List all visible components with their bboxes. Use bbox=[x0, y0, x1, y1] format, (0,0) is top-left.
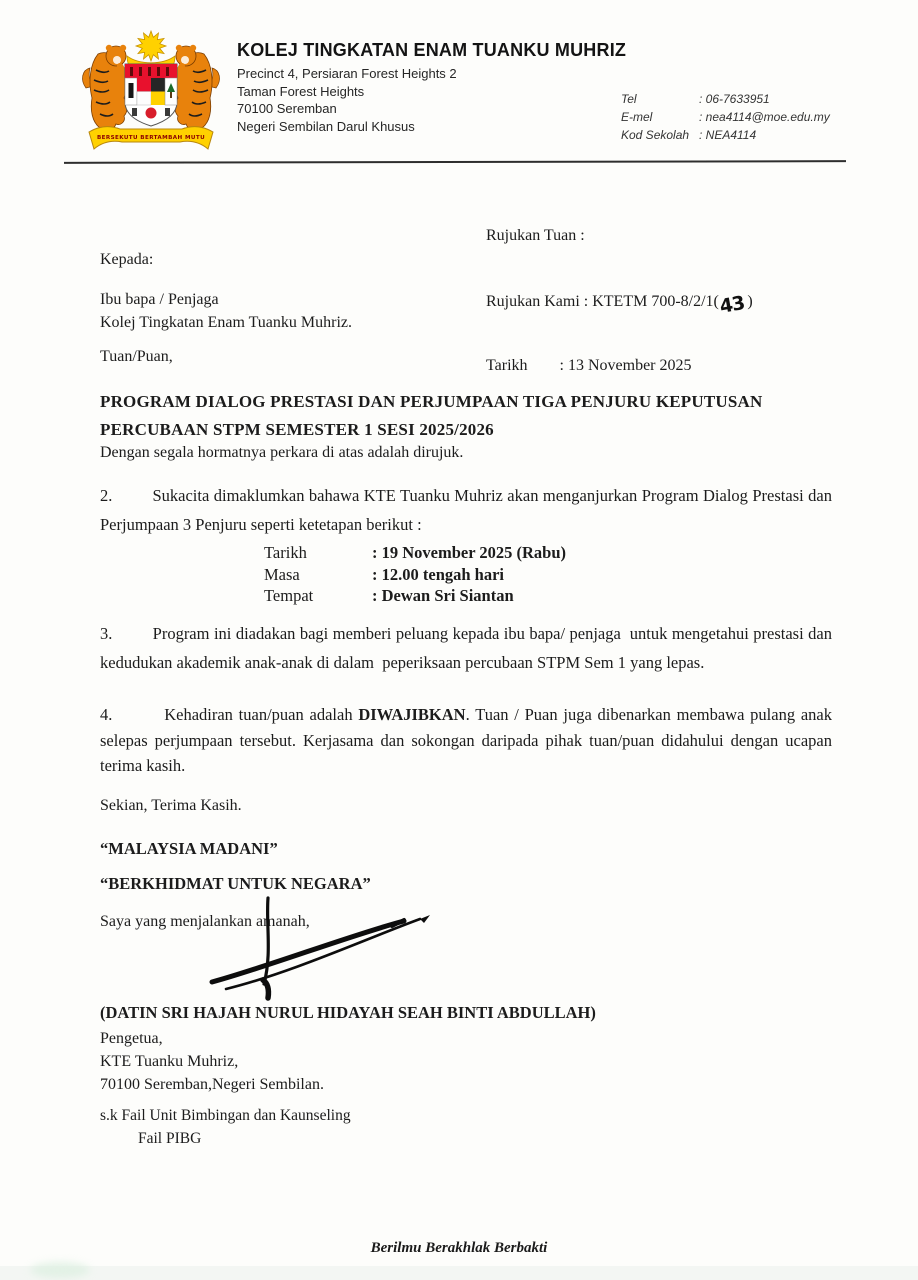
detail-value: : Dewan Sri Siantan bbox=[372, 586, 514, 605]
detail-label: Tarikh bbox=[264, 543, 307, 562]
signatory-title: Pengetua, bbox=[100, 1030, 163, 1047]
signature-icon bbox=[196, 894, 436, 1006]
rujukan-kami-text: Rujukan Kami : KTETM 700-8/2/1( bbox=[486, 292, 719, 310]
school-name: KOLEJ TINGKATAN ENAM TUANKU MUHRIZ bbox=[237, 40, 627, 60]
paragraph-4-text: . Tuan / Puan juga dibenarkan membawa pulang anak selepas perjumpaan tersebut. Kerjasama dan sokongan daripada pihak tuan/puan didahului dengan ucapan terima kasih. bbox=[100, 705, 832, 775]
paragraph-2: 2. Sukacita dimaklumkan bahawa KTE Tuanku Muhriz akan menganjurkan Program Dialog Prestasi dan Perjumpaan 3 Penjuru seperti ketetapan berikut : bbox=[100, 486, 832, 534]
rujukan-kami-line bbox=[486, 290, 753, 318]
recipient-line: Kolej Tingkatan Enam Tuanku Muhriz. bbox=[100, 313, 353, 331]
letterhead-school-block bbox=[237, 40, 626, 135]
signatory-org: KTE Tuanku Muhriz, bbox=[100, 1052, 239, 1070]
motto-banner bbox=[89, 127, 213, 149]
address-line: Precinct 4, Persiaran Forest Heights 2 bbox=[237, 66, 457, 81]
handwritten-number: 43 bbox=[717, 291, 746, 318]
recipient-line: Ibu bapa / Penjaga bbox=[100, 291, 219, 308]
detail-value: : 12.00 tengah hari bbox=[372, 564, 504, 584]
recipient-block bbox=[100, 289, 352, 334]
footer-motto: Berilmu Berakhlak Berbakti bbox=[370, 1240, 548, 1256]
scan-smudge bbox=[30, 1262, 90, 1278]
shield-icon bbox=[125, 64, 177, 126]
contact-row-email bbox=[621, 108, 830, 126]
slogan-malaysia-madani: “MALAYSIA MADANI” bbox=[100, 839, 278, 858]
contact-block bbox=[621, 90, 830, 144]
email-value: : nea4114@moe.edu.my bbox=[699, 110, 830, 124]
email-label: E-mel bbox=[621, 110, 653, 124]
meeting-details bbox=[264, 542, 566, 607]
contact-row-tel bbox=[621, 90, 830, 108]
subject-line-2: PERCUBAAN STPM SEMESTER 1 SESI 2025/2026 bbox=[100, 419, 494, 439]
cc-block bbox=[100, 1104, 351, 1150]
tiger-left-icon bbox=[83, 45, 127, 130]
letterhead-divider-rule bbox=[64, 160, 846, 164]
detail-label: Masa bbox=[264, 564, 300, 584]
school-code-value: : NEA4114 bbox=[699, 128, 757, 142]
salutation: Tuan/Puan, bbox=[100, 348, 173, 365]
subject-title bbox=[100, 388, 845, 443]
detail-row-tempat bbox=[264, 585, 566, 607]
tel-label: Tel bbox=[621, 92, 637, 106]
tel-value: : 06-7633951 bbox=[699, 92, 770, 106]
detail-label: Tempat bbox=[264, 586, 314, 605]
reference-block bbox=[486, 182, 753, 420]
subject-line-1: PROGRAM DIALOG PRESTASI DAN PERJUMPAAN TIGA PENJURU KEPUTUSAN bbox=[100, 392, 763, 411]
scan-edge-strip bbox=[0, 1266, 918, 1280]
address-line: Taman Forest Heights bbox=[237, 83, 365, 99]
signatory-name: (DATIN SRI HAJAH NURUL HIDAYAH SEAH BINTI ABDULLAH) bbox=[100, 1003, 596, 1022]
tarikh-line: Tarikh : 13 November 2025 bbox=[486, 357, 692, 374]
detail-row-masa bbox=[264, 564, 566, 586]
paragraph-4-text: 4. Kehadiran tuan/puan adalah bbox=[100, 705, 359, 724]
signatory-address: 70100 Seremban,Negeri Sembilan. bbox=[100, 1075, 324, 1093]
signature-intro: Saya yang menjalankan amanah, bbox=[100, 913, 310, 930]
school-code-label: Kod Sekolah bbox=[621, 128, 690, 142]
detail-value: : 19 November 2025 (Rabu) bbox=[372, 543, 567, 562]
cc-line-1: s.k Fail Unit Bimbingan dan Kaunseling bbox=[100, 1107, 351, 1124]
intro-paragraph: Dengan segala hormatnya perkara di atas adalah dirujuk. bbox=[100, 444, 464, 461]
kepada-label: Kepada: bbox=[100, 251, 154, 268]
sun-star-icon bbox=[136, 31, 166, 61]
paragraph-3: 3. Program ini diadakan bagi memberi peluang kepada ibu bapa/ penjaga untuk mengetahui prestasi dan kedudukan akademik anak-anak di dalam peperiksaan percubaan STPM Sem 1 yang lepas. bbox=[100, 624, 832, 672]
slogan-berkhidmat: “BERKHIDMAT UNTUK NEGARA” bbox=[100, 874, 371, 893]
paragraph-4 bbox=[100, 702, 832, 779]
signatory-details bbox=[100, 1028, 324, 1096]
diwajibkan-emphasis: DIWAJIBKAN bbox=[358, 705, 466, 724]
logo-motto-text: BERSEKUTU BERTAMBAH MUTU bbox=[96, 135, 206, 141]
closing-line: Sekian, Terima Kasih. bbox=[100, 797, 242, 814]
rujukan-tuan-line: Rujukan Tuan : bbox=[486, 227, 585, 244]
cc-line-2: Fail PIBG bbox=[138, 1130, 202, 1147]
contact-row-school-code bbox=[621, 126, 830, 144]
detail-row-tarikh bbox=[264, 542, 566, 564]
rujukan-kami-close: ) bbox=[743, 292, 753, 310]
address-line: 70100 Seremban bbox=[237, 101, 337, 116]
address-line: Negeri Sembilan Darul Khusus bbox=[237, 118, 415, 134]
tiger-right-icon bbox=[175, 45, 219, 130]
malaysia-coat-of-arms-logo bbox=[76, 26, 226, 160]
